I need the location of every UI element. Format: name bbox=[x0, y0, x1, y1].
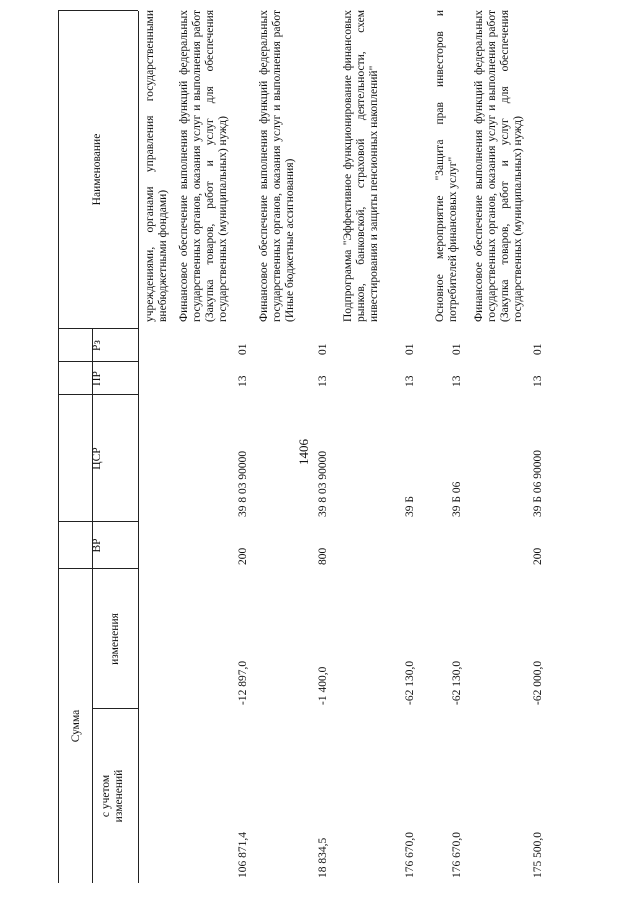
row-5-name: Основное мероприятие "Защита прав инвесторов и потребителей финансовых услуг" bbox=[434, 10, 459, 322]
table-top-border bbox=[58, 11, 59, 883]
row-1-name: учреждениями, органами управления государственными внебюджетными фондами) bbox=[144, 10, 169, 322]
row-4-with-changes: 176 670,0 bbox=[404, 832, 416, 878]
row-4-pr: 13 bbox=[404, 375, 416, 387]
header-csr: ЦСР bbox=[91, 447, 103, 470]
row-2-name: Финансовое обеспечение выполнения функций федеральных государственных органов, оказания услуг и выполнения работ (Закупка товаров, работ и услуг для обеспечения государственных (муниципальных) нужд) bbox=[178, 10, 229, 322]
row-5-rz: 01 bbox=[451, 343, 463, 355]
row-4-changes: -62 130,0 bbox=[404, 660, 416, 705]
row-4-name: Подпрограмма "Эффективное функционирование финансовых рынков, банковской, страховой деятельности, схем инвестирования и защиты пенсионных накоплений" bbox=[342, 10, 380, 322]
header-with-changes: с учетом изменений bbox=[100, 769, 125, 823]
row-5-csr: 39 Б 06 bbox=[451, 481, 463, 517]
row-6-pr: 13 bbox=[532, 375, 544, 387]
row-4-csr: 39 Б bbox=[404, 496, 416, 517]
row-2-with-changes: 106 871,4 bbox=[237, 832, 249, 878]
row-6-csr: 39 Б 06 90000 bbox=[532, 450, 544, 517]
row-2-pr: 13 bbox=[237, 375, 249, 387]
row-5-pr: 13 bbox=[451, 375, 463, 387]
row-3-csr: 39 8 03 90000 bbox=[317, 450, 329, 517]
row-6-rz: 01 bbox=[532, 343, 544, 355]
header-pr: ПР bbox=[91, 371, 103, 386]
row-3-rz: 01 bbox=[317, 343, 329, 355]
row-3-pr: 13 bbox=[317, 375, 329, 387]
header-changes: изменения bbox=[109, 613, 121, 665]
row-2-rz: 01 bbox=[237, 343, 249, 355]
row-3-vr: 800 bbox=[317, 547, 329, 565]
header-bottom-border bbox=[138, 11, 139, 883]
row-5-with-changes: 176 670,0 bbox=[451, 832, 463, 878]
row-6-vr: 200 bbox=[532, 547, 544, 565]
row-6-changes: -62 000,0 bbox=[532, 660, 544, 705]
row-5-changes: -62 130,0 bbox=[451, 660, 463, 705]
page-number: 1406 bbox=[296, 439, 311, 465]
header-vr: ВР bbox=[91, 538, 103, 553]
header-sum: Сумма bbox=[70, 709, 82, 743]
header-rz: Рз bbox=[91, 340, 103, 351]
row-3-with-changes: 18 834,5 bbox=[317, 837, 329, 878]
row-4-rz: 01 bbox=[404, 343, 416, 355]
row-6-name: Финансовое обеспечение выполнения функций федеральных государственных органов, оказания услуг и выполнения работ (Закупка товаров, работ и услуг для обеспечения государственных (муниципальных) нужд) bbox=[473, 10, 524, 322]
row-6-with-changes: 175 500,0 bbox=[532, 832, 544, 878]
row-2-csr: 39 8 03 90000 bbox=[237, 450, 249, 517]
row-2-vr: 200 bbox=[237, 547, 249, 565]
row-3-name: Финансовое обеспечение выполнения функций федеральных государственных органов, оказания услуг и выполнения работ (Иные бюджетные ассигнования) bbox=[258, 10, 296, 322]
row-3-changes: -1 400,0 bbox=[317, 666, 329, 705]
header-name: Наименование bbox=[91, 133, 103, 206]
row-2-changes: -12 897,0 bbox=[237, 660, 249, 705]
